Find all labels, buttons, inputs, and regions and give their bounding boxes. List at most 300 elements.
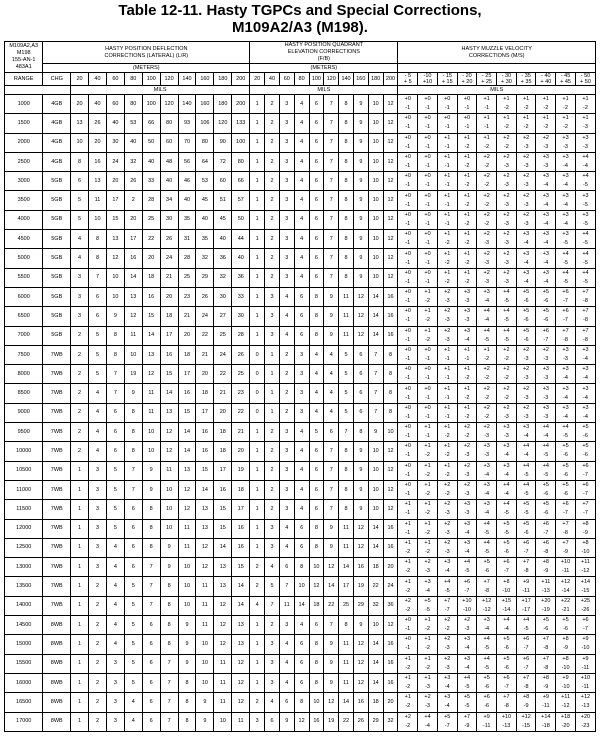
mv-cell — [398, 635, 418, 654]
chg-cell: 4GB — [43, 95, 71, 114]
mv-cell — [398, 616, 418, 635]
mv-plus-value: +5 — [522, 308, 530, 315]
mv-cell — [437, 403, 457, 422]
qe-cell: 8 — [339, 230, 354, 249]
qe-cell: 12 — [383, 616, 398, 635]
mv-minus-value: -2 — [503, 124, 509, 131]
mv-cell — [477, 365, 497, 384]
qe-col-header: 20 — [250, 73, 265, 86]
mv-minus-value: -4 — [444, 684, 450, 691]
mv-minus-value: -2 — [444, 626, 450, 633]
defl-cell: 10 — [178, 577, 196, 596]
qe-cell: 4 — [265, 558, 280, 577]
mv-plus-value: +2 — [483, 424, 490, 431]
qe-cell: 1 — [250, 423, 265, 442]
qe-cell: 12 — [353, 307, 368, 326]
defl-cell: 32 — [124, 152, 142, 171]
mv-cell — [418, 268, 438, 287]
mv-col-bottom: + 50 — [580, 79, 591, 85]
defl-cell: 11 — [142, 403, 160, 422]
defl-cell: 13 — [178, 461, 196, 480]
mv-cell — [497, 249, 517, 268]
qe-cell: 4 — [294, 172, 309, 191]
qe-cell: 2 — [265, 249, 280, 268]
mv-minus-value: -1 — [425, 163, 430, 170]
mv-minus-value: -11 — [581, 664, 590, 671]
qe-cell: 6 — [309, 442, 324, 461]
qe-cell: 2 — [250, 693, 265, 712]
mv-minus-value: -5 — [563, 259, 568, 266]
qe-cell: 1 — [265, 365, 280, 384]
mv-minus-value: -4 — [563, 375, 568, 382]
mv-plus-value: +5 — [483, 675, 490, 682]
mv-minus-value: -2 — [484, 220, 490, 227]
mv-plus-value: +0 — [404, 366, 411, 373]
range-cell: 3000 — [5, 172, 43, 191]
qe-cell: 6 — [309, 133, 324, 152]
defl-cell: 2 — [71, 326, 89, 345]
mv-cell — [418, 230, 438, 249]
mv-cell — [497, 114, 517, 133]
mv-plus-value: +1 — [463, 192, 471, 199]
mv-minus-value: -5 — [484, 664, 490, 671]
defl-cell: 7 — [124, 461, 142, 480]
defl-cell: 1 — [71, 596, 89, 615]
mv-cell — [536, 345, 556, 364]
mv-minus-value: -2 — [444, 240, 450, 247]
defl-cell: 20 — [232, 442, 250, 461]
mv-minus-value: -7 — [583, 510, 588, 517]
qe-cell: 9 — [353, 95, 368, 114]
qe-cell: 7 — [324, 172, 339, 191]
mv-minus-value: -2 — [425, 336, 430, 343]
qe-cell: 6 — [265, 712, 280, 731]
mv-cell — [536, 538, 556, 557]
mv-plus-value: +3 — [483, 617, 490, 624]
qe-cell: 11 — [279, 596, 294, 615]
mv-cell — [516, 673, 536, 692]
mv-cell — [516, 152, 536, 171]
defl-cell: 6 — [89, 287, 107, 306]
mv-col-header — [418, 73, 438, 86]
mv-cell — [536, 654, 556, 673]
qe-cell: 4 — [294, 210, 309, 229]
qe-cell: 1 — [250, 172, 265, 191]
defl-cell: 1 — [71, 616, 89, 635]
mv-minus-value: -4 — [425, 587, 430, 594]
mv-plus-value: +1 — [463, 211, 471, 218]
mv-minus-value: -6 — [523, 336, 529, 343]
mv-minus-value: -4 — [523, 240, 529, 247]
mv-cell — [516, 654, 536, 673]
mv-cell — [418, 442, 438, 461]
qe-cell: 2 — [250, 558, 265, 577]
mv-cell — [575, 693, 595, 712]
qe-cell: 4 — [279, 307, 294, 326]
mv-minus-value: -5 — [484, 548, 490, 555]
chg-cell: 4GB — [43, 114, 71, 133]
mv-spacer — [398, 64, 596, 73]
qe-cell: 6 — [309, 249, 324, 268]
mv-minus-value: -3 — [503, 201, 509, 208]
mv-minus-value: -1 — [484, 124, 490, 131]
qe-cell: 7 — [324, 95, 339, 114]
qe-cell: 10 — [368, 500, 383, 519]
mv-plus-value: +0 — [404, 231, 411, 238]
range-cell: 11500 — [5, 500, 43, 519]
mv-minus-value: -1 — [425, 433, 430, 440]
mv-minus-value: -2 — [464, 375, 470, 382]
defl-cell: 36 — [232, 268, 250, 287]
mv-minus-value: -4 — [563, 394, 568, 401]
mv-plus-value: +0 — [424, 347, 431, 353]
qe-cell: 3 — [279, 500, 294, 519]
mv-minus-value: -4 — [583, 413, 588, 420]
mv-cell — [437, 423, 457, 442]
mv-plus-value: +1 — [444, 231, 451, 238]
qe-cell: 0 — [250, 384, 265, 403]
mv-cell — [457, 365, 477, 384]
mv-col-bottom: + 20 — [461, 79, 473, 85]
mv-plus-value: +1 — [444, 366, 451, 373]
mv-plus-value: +9 — [582, 655, 589, 662]
mv-minus-value: -5 — [464, 684, 470, 691]
mv-cell — [457, 500, 477, 519]
qe-cell: 2 — [279, 365, 294, 384]
mv-plus-value: +4 — [562, 424, 569, 431]
qe-cell: 4 — [309, 345, 324, 364]
mv-plus-value: +6 — [522, 539, 530, 546]
mv-cell — [497, 558, 517, 577]
mv-plus-value: +4 — [444, 578, 451, 585]
mv-plus-value: +1 — [424, 327, 431, 334]
defl-cell: 13 — [89, 172, 107, 191]
mv-cell — [457, 210, 477, 229]
mv-minus-value: -3 — [503, 413, 509, 420]
weapon-label-1: M109A2,A3 — [9, 43, 39, 49]
mv-cell — [477, 461, 497, 480]
defl-cell: 1 — [71, 654, 89, 673]
mv-col-top: - 15 — [442, 73, 452, 79]
qe-cell: 6 — [309, 480, 324, 499]
range-cell: 16000 — [5, 673, 43, 692]
mv-plus-value: +1 — [444, 154, 451, 161]
chg-cell: 7WB — [43, 538, 71, 557]
mv-plus-value: +7 — [562, 520, 569, 527]
range-cell: 5000 — [5, 249, 43, 268]
mv-cell — [556, 538, 576, 557]
mv-minus-value: -2 — [464, 259, 470, 266]
mv-plus-value: +1 — [522, 115, 530, 122]
mv-minus-value: -8 — [543, 664, 549, 671]
defl-cell: 50 — [142, 133, 160, 152]
range-cell: 4500 — [5, 230, 43, 249]
defl-cell: 11 — [124, 326, 142, 345]
mv-plus-value: +6 — [582, 462, 589, 469]
qe-cell: 3 — [265, 654, 280, 673]
qe-cell: 4 — [309, 365, 324, 384]
mv-plus-value: +3 — [542, 192, 549, 199]
mv-cell — [398, 114, 418, 133]
qe-cell: 5 — [339, 384, 354, 403]
qe-cell: 0 — [250, 403, 265, 422]
defl-cell: 1 — [71, 558, 89, 577]
qe-cell: 3 — [265, 673, 280, 692]
qe-cell: 4 — [294, 480, 309, 499]
defl-cell: 160 — [196, 95, 214, 114]
qe-cell: 10 — [368, 480, 383, 499]
defl-cell: 24 — [160, 249, 178, 268]
mv-plus-value: +3 — [542, 250, 549, 257]
mv-cell — [556, 461, 576, 480]
mv-plus-value: +3 — [562, 366, 569, 373]
mv-col-top: - 25 — [481, 73, 492, 79]
range-cell: 9000 — [5, 403, 43, 422]
qe-cell: 25 — [339, 596, 354, 615]
mv-cell — [437, 480, 457, 499]
defl-col-header: 160 — [196, 73, 214, 86]
title-line-1: Table 12-11. Hasty TGPCs and Special Corrections, — [118, 2, 482, 19]
mv-minus-value: -10 — [502, 587, 511, 594]
qe-cell: 9 — [368, 423, 383, 442]
mv-minus-value: -5 — [523, 491, 529, 498]
mv-cell — [398, 230, 418, 249]
mv-minus-value: -2 — [464, 278, 470, 285]
mv-cell — [575, 114, 595, 133]
mv-plus-value: +1 — [424, 308, 431, 315]
chg-cell: 7WB — [43, 519, 71, 538]
mv-plus-value: +5 — [444, 713, 451, 720]
qe-cell: 2 — [279, 345, 294, 364]
qe-cell: 6 — [294, 654, 309, 673]
qe-cell: 2 — [265, 95, 280, 114]
mv-cell — [457, 133, 477, 152]
defl-cell: 12 — [142, 365, 160, 384]
mv-cell — [536, 558, 556, 577]
mv-plus-value: +0 — [463, 115, 471, 122]
mv-plus-value: +1 — [483, 134, 490, 141]
chg-cell: 5GB — [43, 230, 71, 249]
mv-minus-value: -5 — [583, 240, 588, 247]
mv-plus-value: +4 — [562, 269, 569, 276]
qe-cell: 9 — [353, 249, 368, 268]
mv-minus-value: -6 — [583, 433, 588, 440]
mv-cell — [497, 365, 517, 384]
defl-cell: 6 — [106, 403, 124, 422]
mv-minus-value: -1 — [484, 105, 490, 112]
mv-minus-value: -2 — [464, 433, 470, 440]
mv-cell — [516, 558, 536, 577]
mv-minus-value: -8 — [543, 548, 549, 555]
table-row — [5, 268, 596, 287]
mv-minus-value: -3 — [523, 220, 529, 227]
mv-plus-value: +7 — [582, 289, 589, 296]
mv-minus-value: -3 — [523, 356, 529, 362]
qe-cell: 11 — [339, 538, 354, 557]
qe-cell: 5 — [339, 365, 354, 384]
qe-cell: 4 — [279, 673, 294, 692]
mv-plus-value: +4 — [522, 462, 530, 469]
mv-minus-value: -2 — [484, 375, 490, 382]
mv-minus-value: -6 — [523, 529, 529, 536]
defl-cell: 72 — [214, 152, 232, 171]
defl-cell: 15 — [214, 500, 232, 519]
mv-cell — [536, 172, 556, 191]
mv-plus-value: +1 — [582, 96, 589, 103]
qe-cell: 16 — [383, 654, 398, 673]
mv-minus-value: -6 — [503, 548, 509, 555]
mv-minus-value: -1 — [425, 105, 430, 112]
qe-cell: 12 — [353, 673, 368, 692]
table-row — [5, 384, 596, 403]
mv-plus-value: +1 — [424, 539, 431, 546]
defl-cell: 7 — [160, 693, 178, 712]
defl-cell: 1 — [71, 577, 89, 596]
mv-plus-value: +0 — [404, 250, 411, 257]
qe-cell: 22 — [324, 596, 339, 615]
mv-minus-value: -3 — [503, 240, 509, 247]
qe-cell: 8 — [339, 191, 354, 210]
mv-header-1: HASTY MUZZLE VELOCITY — [461, 45, 532, 52]
defl-cell: 1 — [71, 712, 89, 731]
mv-minus-value: -4 — [503, 491, 509, 498]
mv-col-top: - 35 — [521, 73, 531, 79]
mv-plus-value: +5 — [503, 539, 510, 546]
mv-plus-value: +4 — [503, 308, 510, 315]
mv-plus-value: +1 — [404, 655, 411, 662]
mv-minus-value: -4 — [484, 510, 490, 517]
defl-cell: 13 — [196, 519, 214, 538]
mv-plus-value: +2 — [503, 154, 510, 161]
qe-cell: 6 — [279, 558, 294, 577]
mv-plus-value: +4 — [522, 443, 530, 450]
mv-plus-value: +0 — [424, 385, 431, 392]
qe-cell: 9 — [353, 191, 368, 210]
mv-cell — [477, 577, 497, 596]
mv-minus-value: -2 — [425, 317, 430, 324]
mv-cell — [418, 712, 438, 731]
mv-col-top: - 40 — [541, 73, 551, 79]
table-row — [5, 114, 596, 133]
mv-plus-value: +3 — [444, 694, 451, 701]
mv-minus-value: -1 — [405, 452, 411, 459]
mv-minus-value: -3 — [444, 529, 450, 536]
mv-minus-value: -3 — [523, 201, 529, 208]
mv-plus-value: +1 — [424, 424, 431, 431]
defl-cell: 12 — [232, 654, 250, 673]
defl-cell: 9 — [160, 558, 178, 577]
defl-cell: 5 — [89, 326, 107, 345]
mv-plus-value: +7 — [483, 578, 490, 585]
mv-minus-value: -26 — [581, 606, 590, 613]
mv-minus-value: -10 — [561, 684, 570, 691]
mv-minus-value: -3 — [503, 433, 509, 440]
defl-cell: 2 — [71, 365, 89, 384]
defl-cell: 16 — [196, 442, 214, 461]
mv-plus-value: +4 — [542, 462, 549, 469]
defl-cell: 7 — [106, 365, 124, 384]
defl-cell: 100 — [232, 133, 250, 152]
mv-cell — [556, 326, 576, 345]
mv-plus-value: +1 — [522, 96, 530, 103]
mv-plus-value: +4 — [582, 173, 589, 180]
mv-plus-value: +1 — [404, 559, 411, 566]
range-cell: 6000 — [5, 287, 43, 306]
defl-cell: 40 — [196, 210, 214, 229]
mv-plus-value: +1 — [424, 289, 431, 296]
mv-cell — [457, 152, 477, 171]
mv-plus-value: +8 — [562, 655, 569, 662]
mv-plus-value: +2 — [483, 385, 490, 392]
qe-cell: 19 — [324, 712, 339, 731]
mv-plus-value: +3 — [503, 462, 510, 469]
qe-cell: 14 — [368, 654, 383, 673]
mv-plus-value: +2 — [522, 347, 530, 353]
mv-minus-value: -2 — [464, 394, 470, 401]
table-row — [5, 519, 596, 538]
mv-minus-value: -4 — [543, 220, 549, 227]
qe-cell: 10 — [368, 152, 383, 171]
mv-plus-value: +2 — [503, 366, 510, 373]
defl-cell: 21 — [232, 423, 250, 442]
mv-col-header — [556, 73, 576, 86]
defl-cell: 4 — [106, 558, 124, 577]
qe-cell: 18 — [368, 558, 383, 577]
mv-minus-value: -2 — [425, 645, 430, 652]
qe-header-3: (F/B) — [317, 56, 330, 62]
mv-plus-value: +0 — [404, 385, 411, 392]
mv-plus-value: +8 — [582, 520, 589, 527]
qe-cell: 4 — [294, 423, 309, 442]
defl-cell: 28 — [142, 191, 160, 210]
mv-plus-value: +6 — [503, 559, 510, 566]
mv-minus-value: -2 — [543, 124, 549, 131]
mv-cell — [516, 577, 536, 596]
mv-minus-value: -1 — [405, 143, 411, 150]
mv-col-header — [398, 73, 418, 86]
mv-minus-value: -14 — [502, 606, 511, 613]
defl-cell: 7 — [160, 673, 178, 692]
mv-cell — [536, 596, 556, 615]
defl-cell: 25 — [232, 365, 250, 384]
mv-minus-value: -4 — [543, 278, 549, 285]
defl-cell: 2 — [71, 403, 89, 422]
mv-plus-value: +3 — [582, 404, 589, 411]
defl-cell: 18 — [196, 384, 214, 403]
mv-cell — [477, 558, 497, 577]
mv-minus-value: -4 — [523, 259, 529, 266]
defl-cell: 6 — [142, 673, 160, 692]
mv-cell — [536, 519, 556, 538]
mv-cell — [477, 230, 497, 249]
qe-cell: 12 — [383, 268, 398, 287]
defl-col-header: 120 — [160, 73, 178, 86]
mv-cell — [536, 210, 556, 229]
qe-cell: 0 — [250, 365, 265, 384]
mv-minus-value: -2 — [444, 433, 450, 440]
defl-cell: 6 — [89, 307, 107, 326]
table-row — [5, 461, 596, 480]
mv-cell — [477, 384, 497, 403]
mv-cell — [516, 442, 536, 461]
qe-cell: 2 — [265, 114, 280, 133]
defl-cell: 15 — [178, 403, 196, 422]
qe-cell: 9 — [353, 616, 368, 635]
defl-cell: 9 — [178, 616, 196, 635]
qe-cell: 6 — [309, 500, 324, 519]
mv-cell — [398, 673, 418, 692]
mv-cell — [497, 307, 517, 326]
